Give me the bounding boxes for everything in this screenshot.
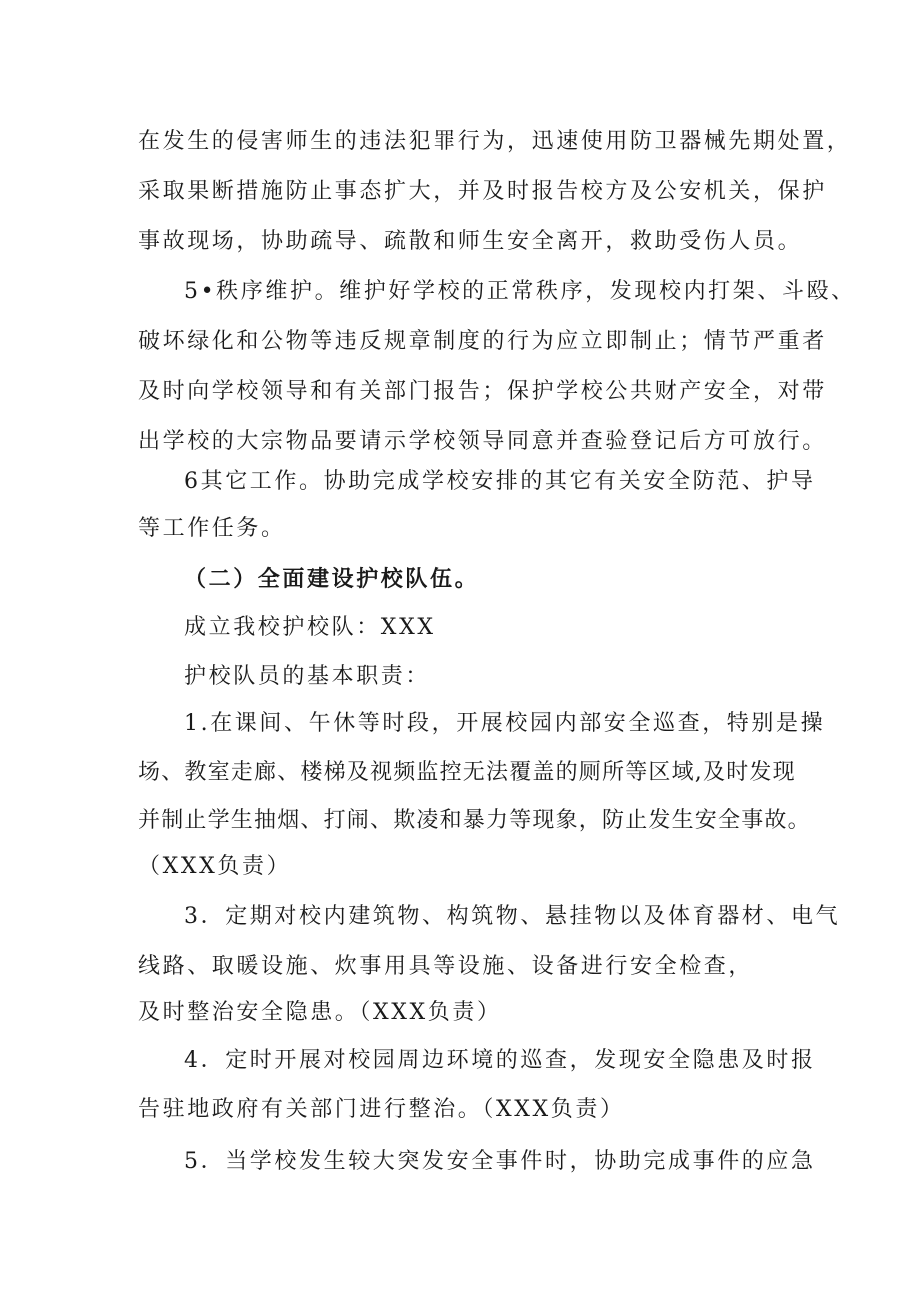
paragraph-line: （XXX负责） [138, 854, 292, 879]
paragraph-line: 并制止学生抽烟、打闹、欺凌和暴力等现象，防止发生安全事故。 [138, 808, 811, 833]
paragraph-line: 事故现场，协助疏导、疏散和师生安全离开，救助受伤人员。 [138, 229, 803, 254]
section-heading: （二）全面建设护校队伍。 [184, 566, 480, 592]
paragraph-line: 及时向学校领导和有关部门报告；保护学校公共财产安全，对带 [138, 379, 827, 404]
paragraph-line: 线路、取暖设施、炊事用具等设施、设备进行安全检查， [138, 954, 754, 979]
paragraph-line: 告驻地政府有关部门进行整治。（XXX负责） [138, 1097, 625, 1122]
paragraph-line: 采取果断措施防止事态扩大，并及时报告校方及公安机关，保护 [138, 179, 827, 204]
paragraph-line: 4．定时开展对校园周边环境的巡查，发现安全隐患及时报 [184, 1048, 816, 1073]
paragraph-line: 6其它工作。协助完成学校安排的其它有关安全防范、护导 [184, 469, 816, 494]
paragraph-line: 1.在课间、午休等时段，开展校园内部安全巡查，特别是操 [184, 711, 826, 736]
paragraph-line: 5．当学校发生较大突发安全事件时，协助完成事件的应急 [184, 1149, 816, 1174]
paragraph-line: 护校队员的基本职责： [184, 664, 431, 689]
paragraph-line: 3．定期对校内建筑物、构筑物、悬挂物以及体育器材、电气 [184, 904, 841, 929]
paragraph-line: 在发生的侵害师生的违法犯罪行为，迅速使用防卫器械先期处置， [138, 129, 852, 154]
paragraph-line: 出学校的大宗物品要请示学校领导同意并查验登记后方可放行。 [138, 429, 827, 454]
paragraph-line: 等工作任务。 [138, 516, 286, 541]
paragraph-line: 及时整治安全隐患。（XXX负责） [138, 1000, 502, 1025]
paragraph-line: 场、教室走廊、楼梯及视频监控无法覆盖的厕所等区域,及时发现 [138, 760, 796, 785]
paragraph-line: 成立我校护校队：XXX [184, 615, 436, 640]
paragraph-line: 破坏绿化和公物等违反规章制度的行为应立即制止；情节严重者 [138, 329, 827, 354]
paragraph-line: 5•秩序维护。维护好学校的正常秩序，发现校内打架、斗殴、 [184, 279, 856, 304]
